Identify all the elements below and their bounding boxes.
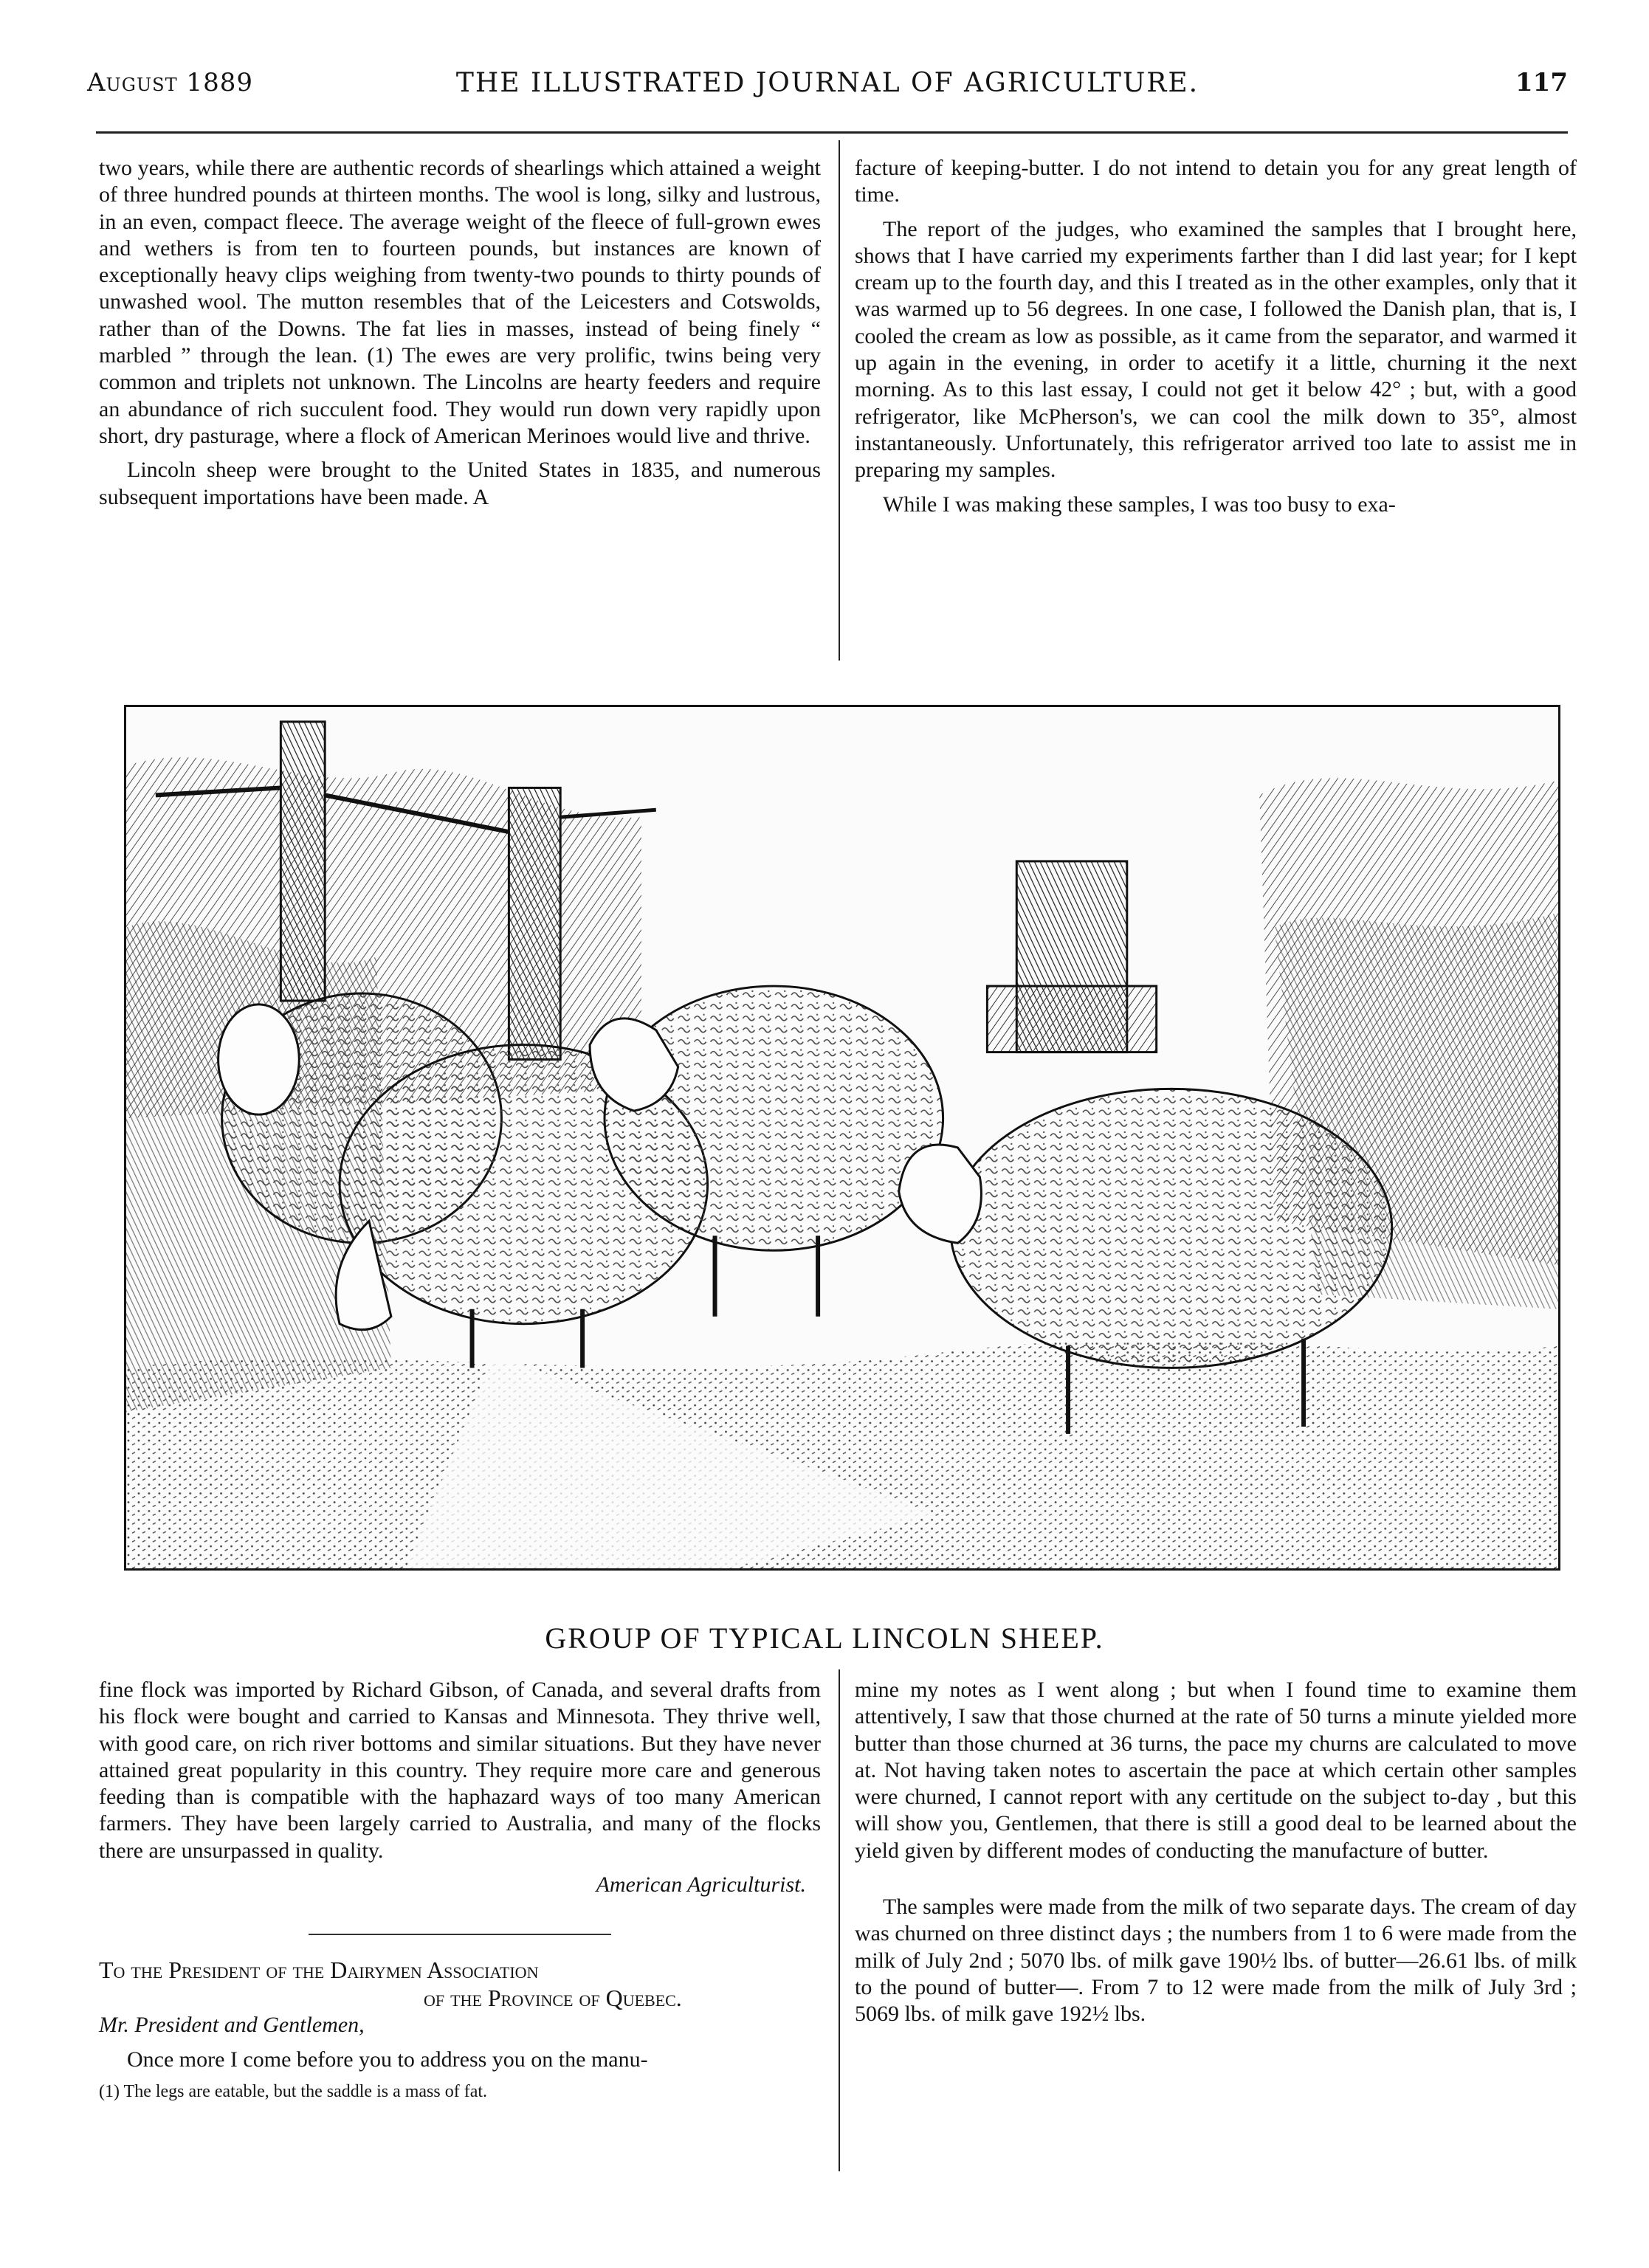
header-rule bbox=[96, 131, 1568, 134]
footnote: (1) The legs are eatable, but the saddle is a mass of fat. bbox=[99, 2081, 488, 2101]
paragraph: mine my notes as I went along ; but when I found time to examine them attentively, I saw that those churned at the rate of 50 turns a minute yielded more butter than those churned at 36 turns, the pace my churns are calculated to move at. Not having taken notes to ascertain the pace at which certain other samples were churned, I cannot report with any certitude on the subject to-day , but this will show you, Gentlemen, that there is still a good deal to be learned about the yield given by different modes of conducting the manufacture of butter. bbox=[855, 1678, 1577, 1863]
paragraph: facture of keeping-butter. I do not intend to detain you for any great length of time. bbox=[855, 156, 1577, 207]
engraving-illustration bbox=[126, 707, 1558, 1568]
column-divider-bottom bbox=[839, 1669, 840, 2171]
paragraph: The samples were made from the milk of two separate days. The cream of day was churned on three distinct days ; the numbers from 1 to 6 were made from the milk of July 2nd ; 5070 lbs. of milk gave 190½ lbs. of butter—26.61 lbs. of milk to the pound of butter—. From 7 to 12 were made from the milk of July 3rd ; 5069 lbs. of milk gave 192½ lbs. bbox=[855, 1895, 1577, 2027]
section-rule bbox=[309, 1934, 611, 1935]
journal-title: THE ILLUSTRATED JOURNAL OF AGRICULTURE. bbox=[455, 68, 1199, 98]
running-head bbox=[87, 68, 1568, 112]
paragraph: While I was making these samples, I was too busy to exa- bbox=[883, 492, 1396, 517]
article-column-top-left bbox=[99, 155, 821, 511]
paragraph: The report of the judges, who examined the samples that I brought here, shows that I have carried my experiments farther than I did last year; for I kept cream up to the fourth day, and this I treated as in the other examples, only that it was warmed up to 56 degrees. In one case, I followed the Danish plan, that is, I cooled the cream as low as possible, as it came from the separator, and warmed it up again in the evening, in order to acetify it a little, churning it the next morning. As to this last essay, I could not get it below 42° ; but, with a good refrigerator, like McPherson's, we can cool the milk down to 35°, almost instantaneously. Unfortunately, this refrigerator arrived too late to assist me in preparing my samples. bbox=[855, 216, 1577, 483]
paragraph: two years, while there are authentic records of shearlings which attained a weight of three hundred pounds at thirteen months. The wool is long, silky and lustrous, in an even, compact fleece. The average weight of the fleece of full-grown ewes and wethers is from ten to fourteen pounds, but instances are known of exceptionally heavy clips weighing from twenty-two pounds to thirty pounds of unwashed wool. The mutton resembles that of the Leicesters and Cotswolds, rather than of the Downs. The fat lies in masses, instead of being finely “ marbled ” through the lean. (1) The ewes are very prolific, twins being very common and triplets not unknown. The Lincolns are hearty feeders and require an abundance of rich succulent food. They would run down very rapidly upon short, dry pasturage, where a flock of American Merinoes would live and thrive. bbox=[99, 156, 821, 448]
salutation: Mr. President and Gentlemen, bbox=[99, 2013, 365, 2038]
page-number: 117 bbox=[1515, 68, 1568, 97]
issue-date: August 1889 bbox=[87, 68, 253, 97]
figure-caption: GROUP OF TYPICAL LINCOLN SHEEP. bbox=[545, 1621, 1104, 1655]
paragraph: Lincoln sheep were brought to the United States in 1835, and numerous subsequent importations have been made. A bbox=[99, 458, 821, 509]
article-column-bottom-right bbox=[855, 1677, 1577, 2028]
source-attribution: American Agriculturist. bbox=[596, 1872, 806, 1898]
paragraph: Once more I come before you to address you on the manu- bbox=[127, 2047, 648, 2072]
article-column-bottom-left bbox=[99, 1677, 821, 2103]
letter-address bbox=[99, 1956, 821, 2012]
address-line: To the President of the Dairymen Association bbox=[99, 1957, 539, 1984]
sheep-engraving bbox=[124, 705, 1560, 1571]
article-column-top-right bbox=[855, 155, 1577, 518]
address-line: of the Province of Quebec. bbox=[424, 1985, 682, 2012]
paragraph: fine flock was imported by Richard Gibson, of Canada, and several drafts from his flock were bought and carried to Kansas and Minnesota. They thrive well, with good care, on rich river bottoms and similar situations. But they have never attained great popularity in this country. They require more care and generous feeding than is compatible with the haphazard ways of too many American farmers. They have been largely carried to Australia, and many of the flocks there are unsurpassed in quality. bbox=[99, 1678, 821, 1863]
column-divider-top bbox=[839, 140, 840, 661]
